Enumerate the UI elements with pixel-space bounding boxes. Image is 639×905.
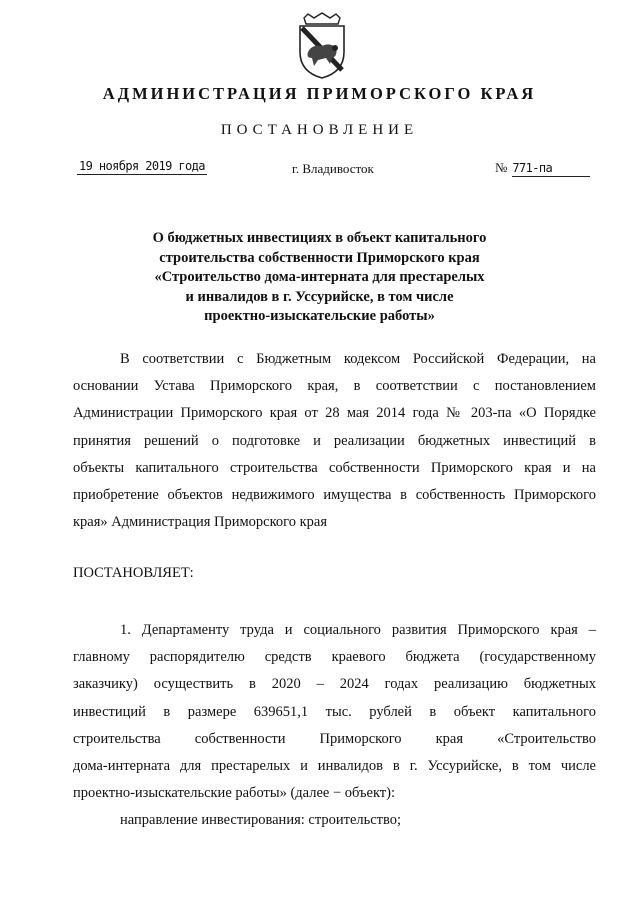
paragraph-line: дома-интерната для престарелых и инвалидов в г. Уссурийске, в том числе [73,757,596,774]
paragraph-line: основании Устава Приморского края, в соответствии с постановлением [73,378,596,395]
paragraph-line: приобретение объектов недвижимого имущества в собственность Приморского [73,486,596,503]
coat-of-arms-emblem [294,12,350,80]
paragraph-line: объекты капитального строительства собственности Приморского края и на [73,459,596,476]
document-city: г. Владивосток [292,161,374,176]
title-line: и инвалидов в г. Уссурийске, в том числе [185,288,454,305]
paragraph-line: главному распорядителю средств краевого бюджета (государственному [73,649,596,666]
title-line: проектно-изыскательские работы» [204,308,435,324]
title-line: «Строительство дома-интерната для престарелых [154,269,485,285]
paragraph-line: проектно-изыскательские работы» (далее − объект): [73,785,396,802]
document-date: 19 ноября 2019 года [79,159,205,173]
document-type: ПОСТАНОВЛЕНИЕ [220,122,419,138]
paragraph-line: 1. Департаменту труда и социального развития Приморского края – [120,622,596,638]
item-1-paragraph [73,617,596,835]
decree-word: ПОСТАНОВЛЯЕТ: [73,565,194,581]
number-value: 771-па [512,161,590,177]
preamble-paragraph [73,346,596,536]
paragraph-line: инвестиций в размере 639651,1 тыс. рублей в объект капитального [73,703,596,720]
paragraph-line: В соответствии с Бюджетным кодексом Российской Федерации, на [120,351,596,367]
paragraph-line: принятия решений о подготовке и реализации бюджетных инвестиций в [73,432,596,449]
document-number [495,159,590,177]
paragraph-line: Администрации Приморского края от 28 мая 2014 года № 203-па «О Порядке [73,405,596,422]
paragraph-line: заказчику) осуществить в 2020 – 2024 годах реализацию бюджетных [73,676,596,693]
document-title [0,229,639,327]
paragraph-line: строительства собственности Приморского края «Строительство [73,730,596,747]
item-1-subline: направление инвестирования: строительство; [120,812,402,829]
title-line: строительства собственности Приморского края [159,249,480,266]
title-line: О бюджетных инвестициях в объект капитального [152,230,487,246]
organization-name: АДМИНИСТРАЦИЯ ПРИМОРСКОГО КРАЯ [102,84,537,103]
paragraph-line: края» Администрация Приморского края [73,514,328,531]
number-sign: № [495,160,508,175]
